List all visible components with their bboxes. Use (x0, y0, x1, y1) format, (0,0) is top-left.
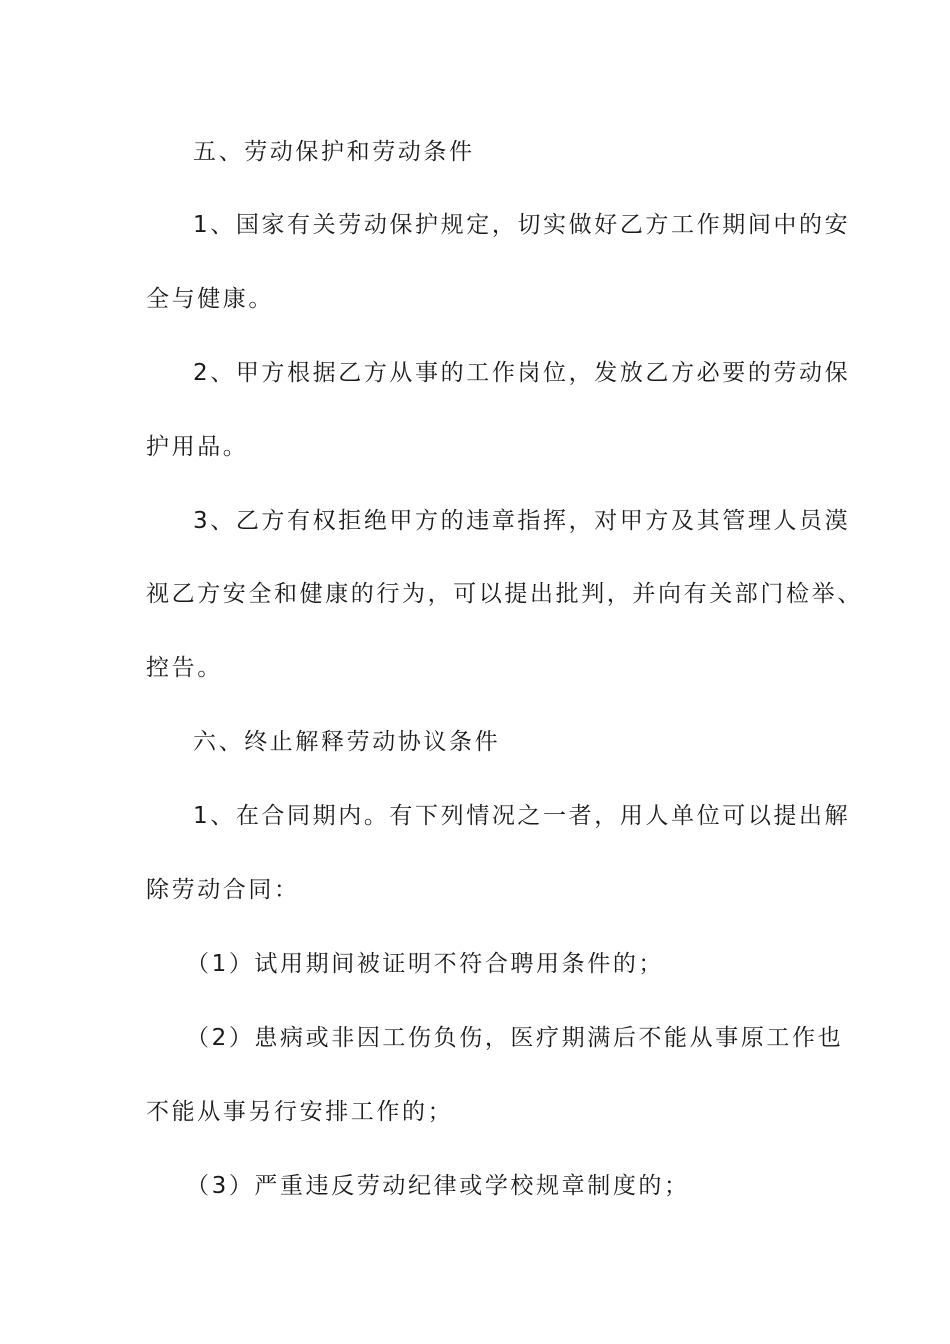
paragraph-line: 除劳动合同： (146, 877, 300, 903)
paragraph-line: 3、乙方有权拒绝甲方的违章指挥，对甲方及其管理人员漠 (193, 508, 851, 534)
paragraph-line: 不能从事另行安排工作的； (146, 1099, 454, 1125)
paragraph-line: 2、甲方根据乙方从事的工作岗位，发放乙方必要的劳动保 (193, 360, 851, 386)
list-item: （1）试用期间被证明不符合聘用条件的； (186, 951, 665, 977)
paragraph-line: 视乙方安全和健康的行为，可以提出批判，并向有关部门检举、 (146, 581, 863, 607)
paragraph-line: 全与健康。 (146, 286, 274, 312)
list-item: （2）患病或非因工伤负伤，医疗期满后不能从事原工作也 (186, 1025, 844, 1051)
paragraph-line: 1、在合同期内。有下列情况之一者，用人单位可以提出解 (193, 803, 851, 829)
section-heading-5: 五、劳动保护和劳动条件 (193, 139, 475, 165)
section-heading-6: 六、终止解释劳动协议条件 (193, 729, 501, 755)
paragraph-line: 控告。 (146, 655, 223, 681)
list-item: （3）严重违反劳动纪律或学校规章制度的； (186, 1173, 690, 1199)
paragraph-line: 护用品。 (146, 434, 249, 460)
paragraph-line: 1、国家有关劳动保护规定，切实做好乙方工作期间中的安 (193, 212, 851, 238)
